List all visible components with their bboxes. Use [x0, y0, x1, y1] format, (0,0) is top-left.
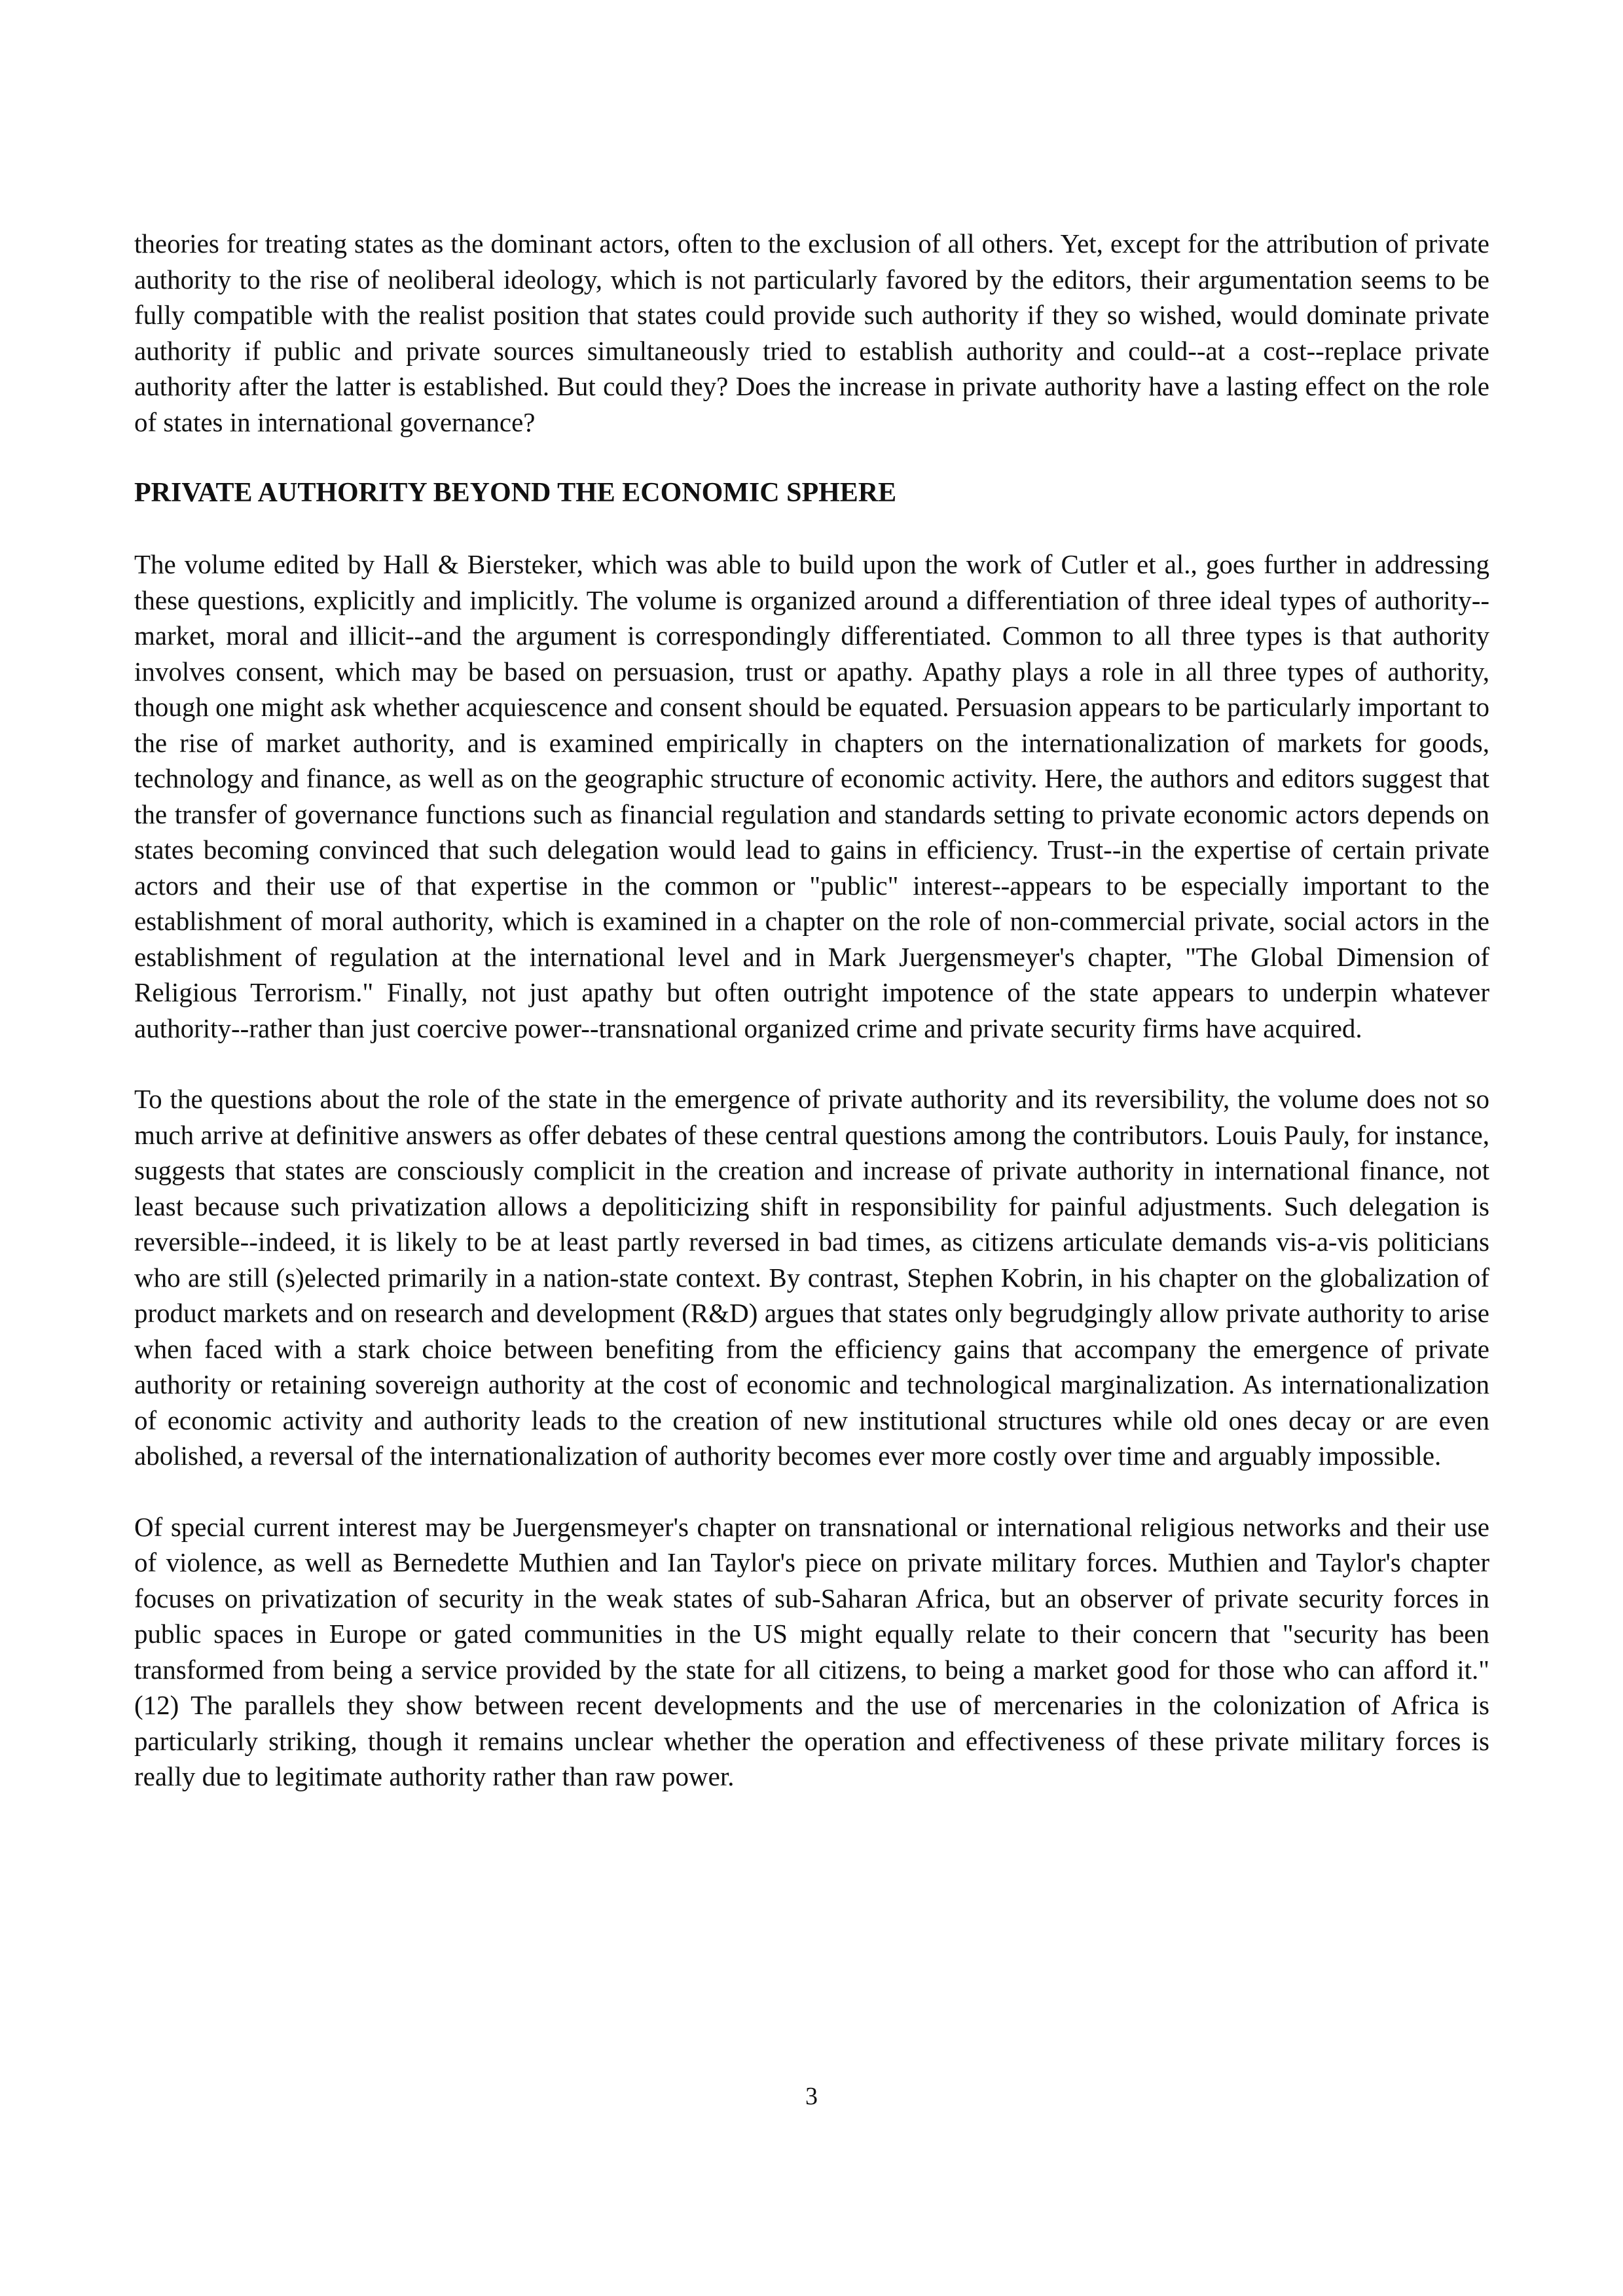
paragraph-2: The volume edited by Hall & Biersteker, which was able to build upon the work of Cutler et al., goes further in addressing these questions, explicitly and implicitly. The volume is organized around a differentiation of three ideal types of authority--market, moral and illicit--and the argument is correspondingly differentiated. Common to all three types is that authority involves consent, which may be based on persuasion, trust or apathy. Apathy plays a role in all three types of authority, though one might ask whether acquiescence and consent should be equated. Persuasion appears to be particularly important to the rise of market authority, and is examined empirically in chapters on the internationalization of markets for goods, technology and finance, as well as on the geographic structure of economic activity. Here, the authors and editors suggest that the transfer of governance functions such as financial regulation and standards setting to private economic actors depends on states becoming convinced that such delegation would lead to gains in efficiency. Trust--in the expertise of certain private actors and their use of that expertise in the common or "public" interest--appears to be especially important to the establishment of moral authority, which is examined in a chapter on the role of non-commercial private, social actors in the establishment of regulation at the international level and in Mark Juergensmeyer's chapter, "The Global Dimension of Religious Terrorism." Finally, not just apathy but often outright impotence of the state appears to underpin whatever authority--rather than just coercive power--transnational organized crime and private security firms have acquired. — [134, 549, 1489, 1043]
paragraph-3: To the questions about the role of the state in the emergence of private authority and its reversibility, the volume does not so much arrive at definitive answers as offer debates of these central questions among the contributors. Louis Pauly, for instance, suggests that states are consciously complicit in the creation and increase of private authority in international finance, not least because such privatization allows a depoliticizing shift in responsibility for painful adjustments. Such delegation is reversible--indeed, it is likely to be at least partly reversed in bad times, as citizens articulate demands vis-a-vis politicians who are still (s)elected primarily in a nation-state context. By contrast, Stephen Kobrin, in his chapter on the globalization of product markets and on research and development (R&D) argues that states only begrudgingly allow private authority to arise when faced with a stark choice between benefiting from the efficiency gains that accompany the emergence of private authority or retaining sovereign authority at the cost of economic and technological marginalization. As internationalization of economic activity and authority leads to the creation of new institutional structures while old ones decay or are even abolished, a reversal of the internationalization of authority becomes ever more costly over time and arguably impossible. — [134, 1084, 1489, 1471]
section-heading: PRIVATE AUTHORITY BEYOND THE ECONOMIC SPHERE — [134, 478, 897, 508]
document-page — [134, 226, 1489, 1795]
page-number: 3 — [805, 2083, 818, 2110]
paragraph-1: theories for treating states as the dominant actors, often to the exclusion of all others. Yet, except for the attribution of private authority to the rise of neoliberal ideology, which is not particularly favored by the editors, their argumentation seems to be fully compatible with the realist position that states could provide such authority if they so wished, would dominate private authority if public and private sources simultaneously tried to establish authority and could--at a cost--replace private authority after the latter is established. But could they? Does the increase in private authority have a lasting effect on the role of states in international governance? — [134, 228, 1489, 437]
paragraph-4: Of special current interest may be Juergensmeyer's chapter on transnational or international religious networks and their use of violence, as well as Bernedette Muthien and Ian Taylor's piece on private military forces. Muthien and Taylor's chapter focuses on privatization of security in the weak states of sub-Saharan Africa, but an observer of private security forces in public spaces in Europe or gated communities in the US might equally relate to their concern that "security has been transformed from being a service provided by the state for all citizens, to being a market good for those who can afford it." (12) The parallels they show between recent developments and the use of mercenaries in the colonization of Africa is particularly striking, though it remains unclear whether the operation and effectiveness of these private military forces is really due to legitimate authority rather than raw power. — [134, 1511, 1489, 1791]
